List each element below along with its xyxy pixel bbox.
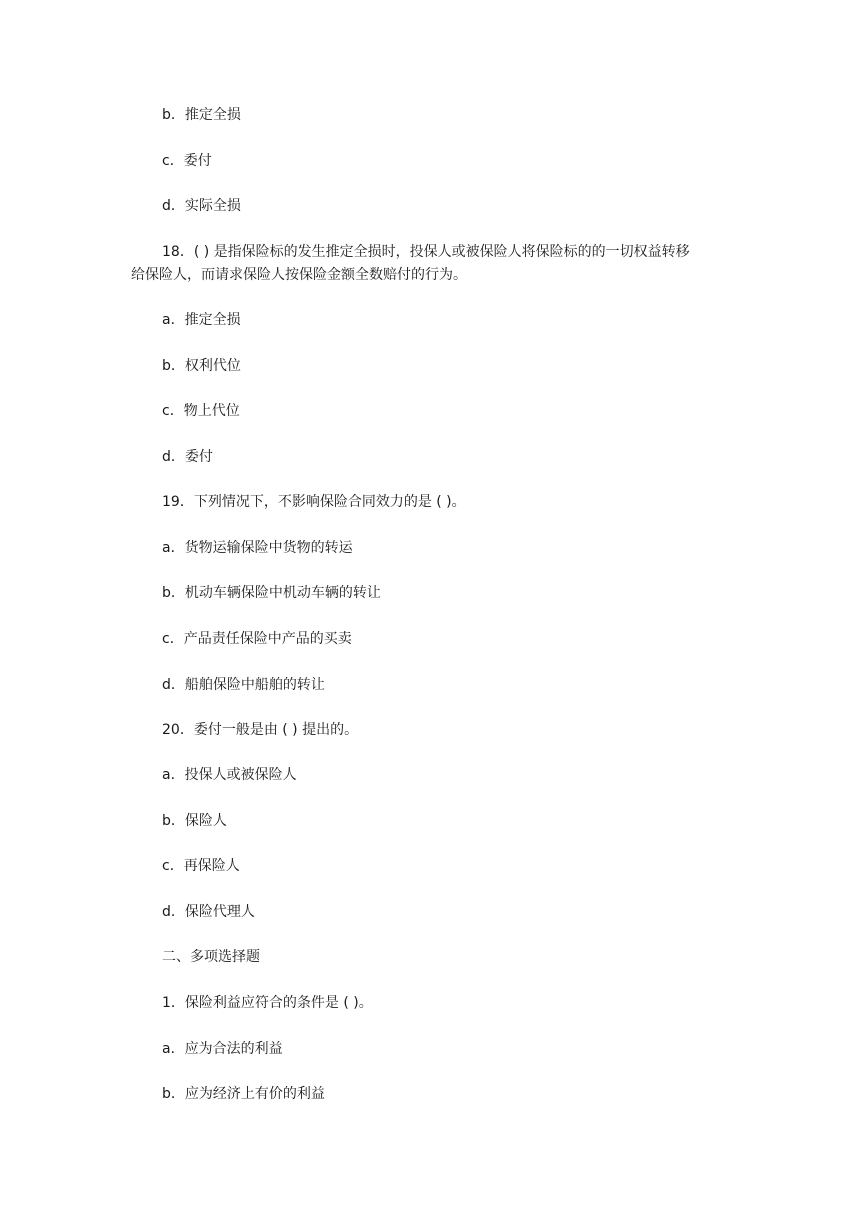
prev-option-b: b．推定全损 (162, 107, 241, 123)
question-20-option-c: c．再保险人 (162, 858, 240, 874)
question-19-option-c: c．产品责任保险中产品的买卖 (162, 631, 352, 647)
question-20-stem: 20．委付一般是由 ( ) 提出的。 (162, 722, 359, 738)
question-19-option-b: b．机动车辆保险中机动车辆的转让 (162, 585, 381, 601)
question-20-option-b: b．保险人 (162, 813, 227, 829)
question-18-option-c: c．物上代位 (162, 403, 240, 419)
question-19-stem: 19．下列情况下，不影响保险合同效力的是 ( )。 (162, 494, 466, 510)
section-2-question-1-option-b: b．应为经济上有价的利益 (162, 1086, 325, 1102)
section-2-heading: 二、多项选择题 (162, 949, 260, 965)
question-18-option-a: a．推定全损 (162, 312, 241, 328)
question-19-option-d: d．船舶保险中船舶的转让 (162, 677, 325, 693)
question-19-option-a: a．货物运输保险中货物的转运 (162, 540, 353, 556)
question-18-option-b: b．权利代位 (162, 358, 241, 374)
question-18-stem-line1: 18．( ) 是指保险标的发生推定全损时，投保人或被保险人将保险标的的一切权益转移 (162, 244, 690, 260)
prev-option-d: d．实际全损 (162, 198, 241, 214)
prev-option-c: c．委付 (162, 153, 212, 169)
section-2-question-1-option-a: a．应为合法的利益 (162, 1041, 283, 1057)
question-18-stem-line2: 给保险人，而请求保险人按保险金额全数赔付的行为。 (131, 267, 467, 283)
question-20-option-d: d．保险代理人 (162, 904, 255, 920)
question-18-option-d: d．委付 (162, 449, 213, 465)
section-2-question-1-stem: 1．保险利益应符合的条件是 ( )。 (162, 995, 373, 1011)
question-20-option-a: a．投保人或被保险人 (162, 767, 297, 783)
